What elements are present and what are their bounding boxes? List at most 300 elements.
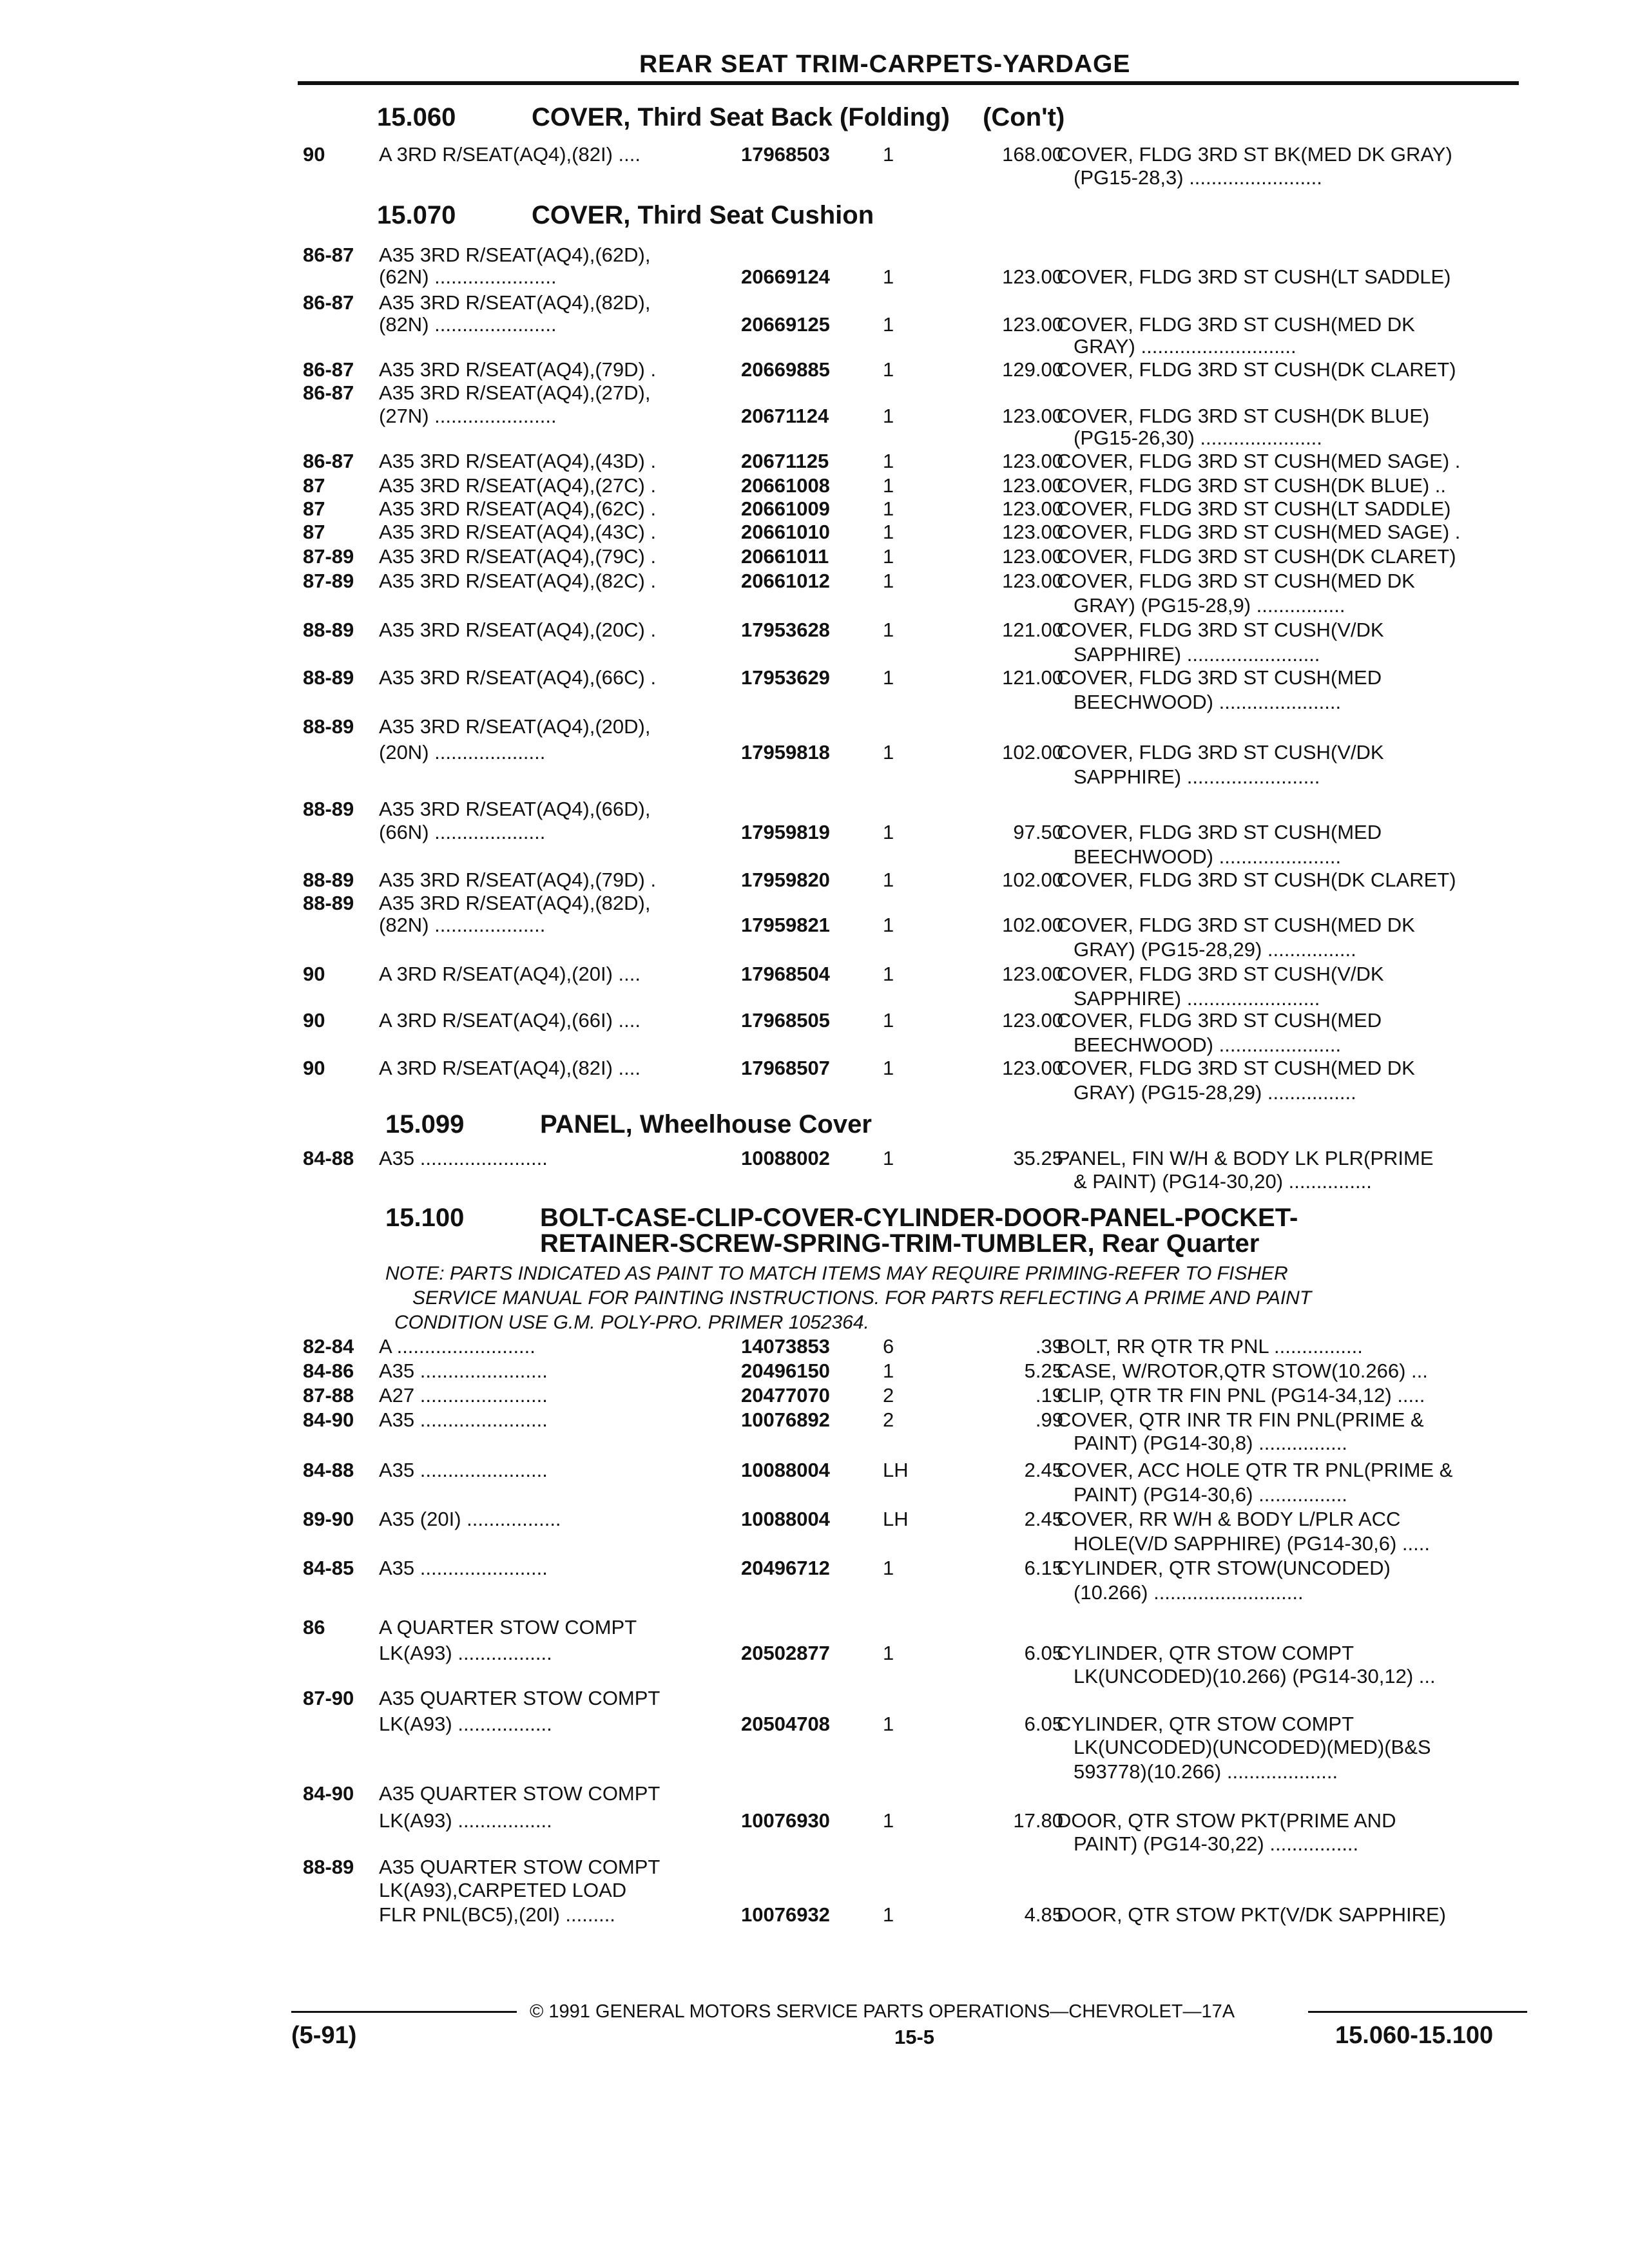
table-row [303, 1408, 1527, 1434]
part-number: 20477070 [741, 1384, 830, 1407]
quantity: 1 [883, 963, 894, 985]
quantity: 1 [883, 521, 894, 543]
model-description: A35 3RD R/SEAT(AQ4),(82D), [379, 892, 651, 914]
table-row [303, 1081, 1527, 1107]
price: 123.00 [1002, 497, 1063, 520]
part-description: COVER, RR W/H & BODY L/PLR ACC [1057, 1508, 1401, 1530]
model-description: A 3RD R/SEAT(AQ4),(66I) .... [379, 1009, 641, 1032]
part-number: 17959819 [741, 821, 830, 843]
model-year: 89-90 [303, 1508, 354, 1530]
quantity: LH [883, 1459, 909, 1481]
price: 121.00 [1002, 666, 1063, 689]
table-row [303, 381, 1527, 407]
table-row [303, 335, 1527, 361]
part-number: 20504708 [741, 1713, 830, 1735]
table-row [303, 666, 1527, 692]
model-year: 88-89 [303, 619, 354, 641]
model-year: 86-87 [303, 450, 354, 472]
part-number: 10088004 [741, 1459, 830, 1481]
model-description: (62N) ...................... [379, 265, 557, 288]
model-description: A35 QUARTER STOW COMPT [379, 1782, 660, 1805]
table-row [303, 1832, 1527, 1858]
part-description: COVER, FLDG 3RD ST CUSH(MED DK [1057, 914, 1415, 936]
part-number: 14073853 [741, 1335, 830, 1358]
price: 102.00 [1002, 914, 1063, 936]
quantity: 1 [883, 869, 894, 891]
part-description: COVER, FLDG 3RD ST CUSH(MED DK [1057, 1057, 1415, 1079]
note-line: NOTE: PARTS INDICATED AS PAINT TO MATCH ITEMS MAY REQUIRE PRIMING-REFER TO FISHER [385, 1263, 1288, 1284]
header-rule [298, 81, 1519, 85]
table-row [303, 741, 1527, 767]
part-description-continued: PAINT) (PG14-30,6) ................ [1074, 1483, 1347, 1506]
model-description: A35 ....................... [379, 1408, 548, 1431]
table-row [303, 1557, 1527, 1582]
part-number: 17953628 [741, 619, 830, 641]
table-row [303, 643, 1527, 669]
price: 4.85 [1024, 1903, 1063, 1926]
model-description: LK(A93) ................. [379, 1809, 552, 1832]
model-description: A 3RD R/SEAT(AQ4),(20I) .... [379, 963, 641, 985]
quantity: 1 [883, 313, 894, 336]
model-description: A35 3RD R/SEAT(AQ4),(43D) . [379, 450, 657, 472]
part-description: COVER, FLDG 3RD ST CUSH(DK CLARET) [1057, 545, 1456, 568]
section-number: 15.099 [385, 1110, 465, 1139]
model-year: 86-87 [303, 358, 354, 381]
price: 6.15 [1024, 1557, 1063, 1579]
model-description: A35 3RD R/SEAT(AQ4),(20D), [379, 715, 651, 738]
model-year: 84-88 [303, 1147, 354, 1169]
table-row [303, 1033, 1527, 1059]
part-description-continued: GRAY) (PG15-28,29) ................ [1074, 938, 1356, 961]
table-row [303, 594, 1527, 620]
quantity: 1 [883, 1903, 894, 1926]
price: 17.80 [1013, 1809, 1063, 1832]
model-description: A35 3RD R/SEAT(AQ4),(79D) . [379, 358, 657, 381]
part-description: COVER, FLDG 3RD ST CUSH(MED SAGE) . [1057, 450, 1461, 472]
model-description: A27 ....................... [379, 1384, 548, 1407]
table-row [303, 166, 1527, 192]
part-description-continued: SAPPHIRE) ........................ [1074, 987, 1320, 1010]
part-description-continued: SAPPHIRE) ........................ [1074, 765, 1320, 788]
model-description: (27N) ...................... [379, 405, 557, 427]
quantity: 1 [883, 265, 894, 288]
model-description: A35 3RD R/SEAT(AQ4),(27D), [379, 381, 651, 404]
part-description-continued: SAPPHIRE) ........................ [1074, 643, 1320, 666]
model-year: 84-86 [303, 1360, 354, 1382]
model-description: LK(A93) ................. [379, 1713, 552, 1735]
part-description: CASE, W/ROTOR,QTR STOW(10.266) ... [1057, 1360, 1428, 1382]
footer-section-range: 15.060-15.100 [1335, 2022, 1494, 2049]
price: 123.00 [1002, 963, 1063, 985]
model-year: 88-89 [303, 666, 354, 689]
table-row [303, 1903, 1527, 1929]
model-description: A35 ....................... [379, 1557, 548, 1579]
quantity: 1 [883, 1809, 894, 1832]
model-description: A35 3RD R/SEAT(AQ4),(66D), [379, 798, 651, 820]
model-year: 88-89 [303, 869, 354, 891]
model-description: A35 ....................... [379, 1459, 548, 1481]
quantity: 1 [883, 143, 894, 166]
price: 102.00 [1002, 869, 1063, 891]
quantity: 1 [883, 358, 894, 381]
part-description-continued: GRAY) ............................ [1074, 335, 1296, 358]
quantity: 1 [883, 497, 894, 520]
part-description: CYLINDER, QTR STOW COMPT [1057, 1642, 1354, 1664]
model-year: 82-84 [303, 1335, 354, 1358]
part-number: 20669885 [741, 358, 830, 381]
model-year: 88-89 [303, 715, 354, 738]
table-row [303, 821, 1527, 847]
table-row [303, 1483, 1527, 1509]
model-description: A35 3RD R/SEAT(AQ4),(27C) . [379, 474, 657, 497]
part-description: COVER, QTR INR TR FIN PNL(PRIME & [1057, 1408, 1424, 1431]
table-row [303, 1057, 1527, 1082]
part-description: BOLT, RR QTR TR PNL ................ [1057, 1335, 1363, 1358]
model-description: A35 ....................... [379, 1147, 548, 1169]
model-year: 90 [303, 143, 325, 166]
model-year: 87-89 [303, 545, 354, 568]
part-description: COVER, FLDG 3RD ST CUSH(MED [1057, 1009, 1382, 1032]
part-description: COVER, FLDG 3RD ST CUSH(MED [1057, 821, 1382, 843]
part-description: COVER, FLDG 3RD ST CUSH(LT SADDLE) [1057, 265, 1451, 288]
quantity: 1 [883, 1360, 894, 1382]
model-description: (66N) .................... [379, 821, 546, 843]
table-row [303, 1508, 1527, 1533]
model-year: 90 [303, 1057, 325, 1079]
quantity: 1 [883, 914, 894, 936]
model-description: (20N) .................... [379, 741, 546, 764]
part-description: COVER, ACC HOLE QTR TR PNL(PRIME & [1057, 1459, 1453, 1481]
part-number: 17968504 [741, 963, 830, 985]
table-row [303, 715, 1527, 741]
footer-page-number: 15-5 [894, 2026, 935, 2048]
price: 123.00 [1002, 265, 1063, 288]
table-row [303, 619, 1527, 644]
model-year: 86-87 [303, 291, 354, 314]
part-number: 10088004 [741, 1508, 830, 1530]
price: 2.45 [1024, 1508, 1063, 1530]
price: 102.00 [1002, 741, 1063, 764]
part-description: COVER, FLDG 3RD ST CUSH(MED [1057, 666, 1382, 689]
part-description: COVER, FLDG 3RD ST CUSH(V/DK [1057, 741, 1384, 764]
part-description: COVER, FLDG 3RD ST BK(MED DK GRAY) [1057, 143, 1452, 166]
model-year: 88-89 [303, 798, 354, 820]
part-number: 17968503 [741, 143, 830, 166]
model-year: 87-88 [303, 1384, 354, 1407]
note-line: SERVICE MANUAL FOR PAINTING INSTRUCTIONS. FOR PARTS REFLECTING A PRIME AND PAINT [412, 1287, 1312, 1309]
quantity: 1 [883, 545, 894, 568]
price: 97.50 [1013, 821, 1063, 843]
price: .99 [1035, 1408, 1063, 1431]
section-title-line2: RETAINER-SCREW-SPRING-TRIM-TUMBLER, Rear Quarter [540, 1229, 1260, 1258]
table-row [303, 1879, 1527, 1905]
quantity: LH [883, 1508, 909, 1530]
table-row [303, 497, 1527, 523]
quantity: 1 [883, 1147, 894, 1169]
section-title: BOLT-CASE-CLIP-COVER-CYLINDER-DOOR-PANEL-POCKET- [540, 1204, 1298, 1232]
table-row [303, 358, 1527, 384]
table-row [303, 914, 1527, 939]
model-description: LK(A93),CARPETED LOAD [379, 1879, 627, 1901]
part-description: CYLINDER, QTR STOW(UNCODED) [1057, 1557, 1391, 1579]
table-row [303, 1687, 1527, 1713]
part-number: 20496712 [741, 1557, 830, 1579]
part-description: COVER, FLDG 3RD ST CUSH(DK BLUE) [1057, 405, 1430, 427]
model-description: A35 3RD R/SEAT(AQ4),(20C) . [379, 619, 657, 641]
price: .39 [1035, 1335, 1063, 1358]
part-description-continued: (10.266) ........................... [1074, 1581, 1304, 1604]
quantity: 1 [883, 405, 894, 427]
table-row [303, 1459, 1527, 1485]
section-number: 15.070 [377, 201, 456, 229]
price: 123.00 [1002, 521, 1063, 543]
table-row [303, 963, 1527, 988]
footer-copyright: © 1991 GENERAL MOTORS SERVICE PARTS OPERATIONS—CHEVROLET—17A [530, 2001, 1235, 2022]
section-heading-15100 [385, 1205, 1298, 1256]
model-year: 86 [303, 1616, 325, 1639]
model-description: A35 QUARTER STOW COMPT [379, 1687, 660, 1709]
part-number: 17953629 [741, 666, 830, 689]
part-description-continued: PAINT) (PG14-30,8) ................ [1074, 1432, 1347, 1454]
part-description-continued: BEECHWOOD) ...................... [1074, 1033, 1342, 1056]
price: 123.00 [1002, 1057, 1063, 1079]
model-year: 90 [303, 1009, 325, 1032]
page-title: REAR SEAT TRIM-CARPETS-YARDAGE [639, 50, 1131, 78]
price: 5.25 [1024, 1360, 1063, 1382]
part-description-continued: (PG15-28,3) ........................ [1074, 166, 1322, 189]
quantity: 1 [883, 450, 894, 472]
table-row [303, 1616, 1527, 1642]
part-description: COVER, FLDG 3RD ST CUSH(MED DK [1057, 570, 1415, 592]
model-description: LK(A93) ................. [379, 1642, 552, 1664]
quantity: 1 [883, 1557, 894, 1579]
price: 35.25 [1013, 1147, 1063, 1169]
part-number: 17968507 [741, 1057, 830, 1079]
section-title: COVER, Third Seat Cushion [532, 201, 874, 229]
table-row [303, 1170, 1527, 1196]
part-description: COVER, FLDG 3RD ST CUSH(DK CLARET) [1057, 358, 1456, 381]
price: 123.00 [1002, 1009, 1063, 1032]
part-number: 20661011 [741, 545, 829, 568]
quantity: 1 [883, 1009, 894, 1032]
model-year: 87-90 [303, 1687, 354, 1709]
model-description: A35 3RD R/SEAT(AQ4),(62D), [379, 244, 651, 266]
model-description: A ......................... [379, 1335, 535, 1358]
model-year: 88-89 [303, 892, 354, 914]
section-heading-15060 [377, 103, 1065, 132]
section-title: COVER, Third Seat Back (Folding) [532, 103, 950, 131]
table-row [303, 938, 1527, 964]
section-heading-15099 [385, 1110, 872, 1139]
model-description: A35 3RD R/SEAT(AQ4),(79C) . [379, 545, 657, 568]
table-row [303, 427, 1527, 452]
quantity: 1 [883, 619, 894, 641]
quantity: 2 [883, 1408, 894, 1431]
part-number: 20502877 [741, 1642, 830, 1664]
part-description: COVER, FLDG 3RD ST CUSH(DK BLUE) .. [1057, 474, 1447, 497]
part-description-continued: BEECHWOOD) ...................... [1074, 691, 1342, 713]
part-number: 17959821 [741, 914, 830, 936]
table-row [303, 845, 1527, 871]
table-row [303, 143, 1527, 169]
footer-rule-left [291, 2011, 517, 2013]
part-number: 20661008 [741, 474, 830, 497]
part-description-continued: & PAINT) (PG14-30,20) ............... [1074, 1170, 1372, 1193]
note-line: CONDITION USE G.M. POLY-PRO. PRIMER 1052364. [394, 1312, 869, 1333]
price: 123.00 [1002, 450, 1063, 472]
model-year: 84-88 [303, 1459, 354, 1481]
part-description-continued: PAINT) (PG14-30,22) ................ [1074, 1832, 1359, 1855]
price: .19 [1035, 1384, 1063, 1407]
table-row [303, 1782, 1527, 1808]
table-row [303, 1736, 1527, 1762]
footer-date: (5-91) [291, 2022, 357, 2049]
quantity: 1 [883, 1713, 894, 1735]
model-description: A35 (20I) ................. [379, 1508, 561, 1530]
footer-rule-right [1308, 2011, 1527, 2013]
model-year: 87 [303, 497, 325, 520]
table-row [303, 1581, 1527, 1607]
part-number: 20661012 [741, 570, 830, 592]
part-description: DOOR, QTR STOW PKT(PRIME AND [1057, 1809, 1396, 1832]
model-year: 84-85 [303, 1557, 354, 1579]
part-number: 10076930 [741, 1809, 830, 1832]
table-row [303, 1532, 1527, 1558]
part-description: COVER, FLDG 3RD ST CUSH(DK CLARET) [1057, 869, 1456, 891]
table-row [303, 1809, 1527, 1835]
part-description-continued: LK(UNCODED)(10.266) (PG14-30,12) ... [1074, 1665, 1436, 1687]
part-description-continued: HOLE(V/D SAPPHIRE) (PG14-30,6) ..... [1074, 1532, 1430, 1555]
model-year: 84-90 [303, 1408, 354, 1431]
table-row [303, 1432, 1527, 1457]
model-description: A35 3RD R/SEAT(AQ4),(62C) . [379, 497, 657, 520]
table-row [303, 798, 1527, 823]
section-heading-15070 [377, 201, 874, 230]
model-description: A 3RD R/SEAT(AQ4),(82I) .... [379, 143, 641, 166]
model-description: (82N) .................... [379, 914, 546, 936]
model-description: A35 3RD R/SEAT(AQ4),(79D) . [379, 869, 657, 891]
model-year: 90 [303, 963, 325, 985]
price: 123.00 [1002, 570, 1063, 592]
section-number: 15.060 [377, 103, 456, 131]
part-number: 20669124 [741, 265, 830, 288]
part-description-continued: GRAY) (PG15-28,29) ................ [1074, 1081, 1356, 1104]
model-description: A35 ....................... [379, 1360, 548, 1382]
quantity: 1 [883, 474, 894, 497]
part-number: 17959820 [741, 869, 830, 891]
table-row [303, 1856, 1527, 1881]
section-number: 15.100 [385, 1204, 465, 1232]
table-row [303, 1713, 1527, 1738]
model-year: 87 [303, 474, 325, 497]
price: 123.00 [1002, 405, 1063, 427]
part-number: 20671124 [741, 405, 829, 427]
part-number: 10088002 [741, 1147, 830, 1169]
part-description-continued: GRAY) (PG15-28,9) ................ [1074, 594, 1345, 617]
price: 123.00 [1002, 474, 1063, 497]
quantity: 1 [883, 741, 894, 764]
part-description: COVER, FLDG 3RD ST CUSH(MED SAGE) . [1057, 521, 1461, 543]
quantity: 1 [883, 666, 894, 689]
model-description: A35 3RD R/SEAT(AQ4),(82D), [379, 291, 651, 314]
table-row [303, 521, 1527, 546]
table-row [303, 545, 1527, 571]
model-description: A35 3RD R/SEAT(AQ4),(82C) . [379, 570, 657, 592]
price: 6.05 [1024, 1642, 1063, 1664]
part-number: 17968505 [741, 1009, 830, 1032]
part-description-continued: BEECHWOOD) ...................... [1074, 845, 1342, 868]
price: 2.45 [1024, 1459, 1063, 1481]
part-description: CYLINDER, QTR STOW COMPT [1057, 1713, 1354, 1735]
part-description: COVER, FLDG 3RD ST CUSH(MED DK [1057, 313, 1415, 336]
table-row [303, 474, 1527, 500]
quantity: 1 [883, 1642, 894, 1664]
part-number: 20671125 [741, 450, 829, 472]
model-description: A35 3RD R/SEAT(AQ4),(43C) . [379, 521, 657, 543]
quantity: 1 [883, 821, 894, 843]
table-row [303, 1335, 1527, 1361]
table-row [303, 869, 1527, 894]
table-row [303, 1384, 1527, 1410]
quantity: 6 [883, 1335, 894, 1358]
price: 123.00 [1002, 545, 1063, 568]
part-number: 17959818 [741, 741, 830, 764]
table-row [303, 691, 1527, 716]
model-year: 86-87 [303, 244, 354, 266]
table-row [303, 450, 1527, 476]
part-description-continued: LK(UNCODED)(UNCODED)(MED)(B&S [1074, 1736, 1431, 1758]
part-description-continued: 593778)(10.266) .................... [1074, 1760, 1338, 1783]
model-year: 86-87 [303, 381, 354, 404]
table-row [303, 1360, 1527, 1385]
quantity: 2 [883, 1384, 894, 1407]
part-description: COVER, FLDG 3RD ST CUSH(LT SADDLE) [1057, 497, 1451, 520]
part-number: 20661010 [741, 521, 830, 543]
table-row [303, 570, 1527, 595]
part-description: COVER, FLDG 3RD ST CUSH(V/DK [1057, 619, 1384, 641]
model-description: A35 3RD R/SEAT(AQ4),(66C) . [379, 666, 657, 689]
part-number: 20496150 [741, 1360, 830, 1382]
price: 6.05 [1024, 1713, 1063, 1735]
price: 129.00 [1002, 358, 1063, 381]
quantity: 1 [883, 1057, 894, 1079]
part-number: 10076932 [741, 1903, 830, 1926]
table-row [303, 1147, 1527, 1173]
part-number: 10076892 [741, 1408, 830, 1431]
price: 168.00 [1002, 143, 1063, 166]
table-row [303, 265, 1527, 291]
quantity: 1 [883, 570, 894, 592]
model-description: A35 QUARTER STOW COMPT [379, 1856, 660, 1878]
table-row [303, 1009, 1527, 1035]
part-number: 20669125 [741, 313, 830, 336]
part-number: 20661009 [741, 497, 830, 520]
part-description: CLIP, QTR TR FIN PNL (PG14-34,12) ..... [1057, 1384, 1425, 1407]
section-suffix: (Con't) [983, 103, 1065, 131]
model-year: 87 [303, 521, 325, 543]
model-year: 88-89 [303, 1856, 354, 1878]
part-description-continued: (PG15-26,30) ...................... [1074, 427, 1322, 449]
price: 121.00 [1002, 619, 1063, 641]
model-description: A 3RD R/SEAT(AQ4),(82I) .... [379, 1057, 641, 1079]
model-description: FLR PNL(BC5),(20I) ......... [379, 1903, 615, 1926]
part-description: PANEL, FIN W/H & BODY LK PLR(PRIME [1057, 1147, 1434, 1169]
model-description: A QUARTER STOW COMPT [379, 1616, 637, 1639]
table-row [303, 765, 1527, 791]
part-description: COVER, FLDG 3RD ST CUSH(V/DK [1057, 963, 1384, 985]
price: 123.00 [1002, 313, 1063, 336]
part-description: DOOR, QTR STOW PKT(V/DK SAPPHIRE) [1057, 1903, 1446, 1926]
